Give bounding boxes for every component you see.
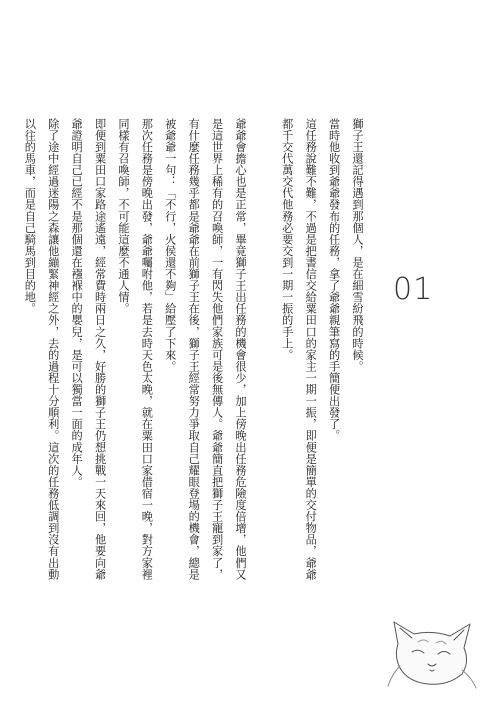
fox-mask-icon xyxy=(384,612,480,690)
chapter-number: 01 xyxy=(393,272,434,307)
chapter-body-text xyxy=(18,118,369,588)
paragraph-2: 當時他收到爺爺發布的任務，拿了爺爺親筆寫的手簡便出發了。 xyxy=(327,118,341,442)
paragraph-7: 除了途中經過迷陽之森讓他繃緊神經之外，去的過程十分順利。這次的任務低調到沒有出動以往的馬車，而是自己騎馬到目的地。 xyxy=(23,118,60,580)
paragraph-4: 爺爺會擔心也是正常，畢竟獅子王出任務的機會很少，加上傍晚出任務危險度倍增，他們又是這世界上稀有的召喚師，一有閃失他們家族可是後無傳人。爺爺簡直把獅子王寵到家了，有什麼任務幾乎都是爺爺在前獅子王在後，獅子王經常努力爭取自己耀眼登場的機會，總是被爺爺一句：「不行，火侯還不夠」給壓了下來。 xyxy=(163,118,247,580)
paragraph-break xyxy=(252,118,275,588)
paragraph-3: 這任務說難不難，不過是把書信交給粟田口的家主一期一振，即便是簡單的交付物品，爺爺都千交代萬交代他務必要交到一期一振的手上。 xyxy=(280,118,318,580)
paragraph-6: 即便到粟田口家路途遙遠，經常費時兩日之久，好勝的獅子王仍想挑戰一天來回，他要向爺爺證明自己已經不是那個還在襁褓中的嬰兒，是可以獨當一面的成年人。 xyxy=(70,118,107,580)
paragraph-5: 那次任務是傍晚出發，爺爺囑咐他，若是去時天色太晚，就在粟田口家借宿一晚，對方家裡同樣有召喚師，不可能這麼不通人情。 xyxy=(116,118,154,580)
paragraph-1: 獅子王還記得遇到那個人，是在細雪紛飛的時候。 xyxy=(351,118,364,373)
